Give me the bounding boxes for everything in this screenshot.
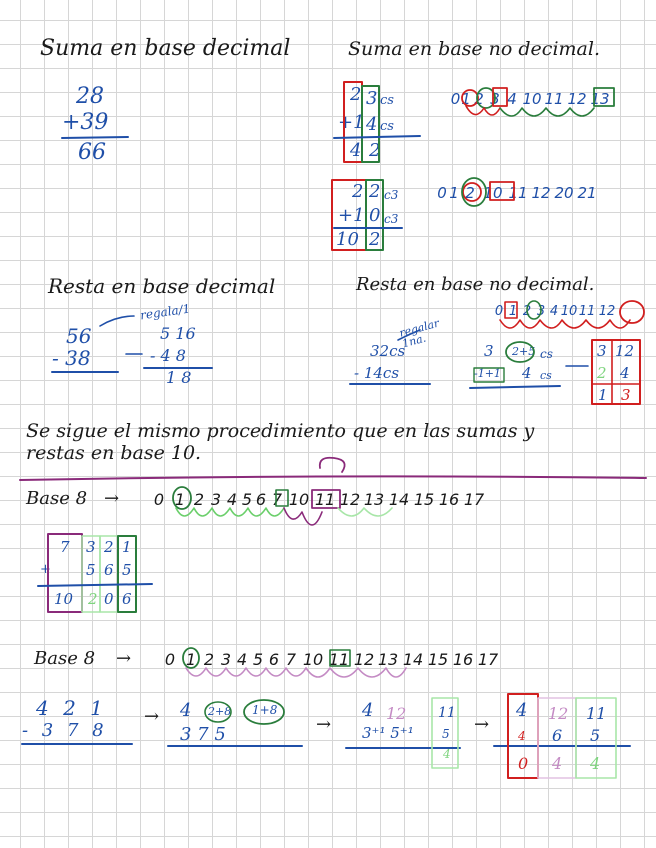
seq-item: 2 <box>203 650 215 669</box>
seq-item: 5 <box>241 490 253 509</box>
seq-item: 20 <box>554 184 574 202</box>
seq-item: 1 <box>174 490 186 509</box>
b8sub-step4-res: 0 <box>518 754 529 773</box>
b8sub-step3-res: 4 <box>443 747 451 761</box>
b8sum-result: 10 <box>54 590 74 608</box>
seq-item: 21 <box>577 184 597 202</box>
b8sub-step3-top-right: 11 <box>438 705 456 721</box>
b8sum-result: 2 <box>88 590 98 608</box>
b8sub-step2-bottom: 3 7 5 <box>180 724 226 745</box>
seq-item: 11 <box>314 490 336 509</box>
seq-item: 13 <box>590 90 610 108</box>
title-sum-decimal: Suma en base decimal <box>40 36 291 61</box>
op1-row2-unit: cs <box>380 119 394 134</box>
seq-item: 6 <box>255 490 267 509</box>
b8sub-step3-bottom-right: 5 <box>442 727 450 741</box>
seq-item: 1 <box>449 184 459 202</box>
base8-sequence-1 <box>148 490 486 509</box>
b8sub-step3-top: 4 <box>362 700 374 721</box>
seq-item: 7 <box>285 650 297 669</box>
b8sum-bottom: 6 <box>104 561 114 579</box>
arrow-1: → <box>104 488 120 509</box>
seq-item: 13 <box>377 650 399 669</box>
op1-sequence <box>450 90 611 108</box>
b8sub-step4-mid: 6 <box>552 726 563 745</box>
op1-row2-digit: +1 <box>338 112 365 133</box>
seq-item: 4 <box>549 304 559 319</box>
seq-item: 16 <box>452 650 474 669</box>
op2-row1-unit: c3 <box>384 188 399 202</box>
seq-item: 2 <box>474 90 484 108</box>
seq-item: 1 <box>461 90 471 108</box>
title-sub-nondecimal: Resta en base no decimal. <box>356 274 595 295</box>
seq-item: 15 <box>427 650 449 669</box>
seq-item: 10 <box>560 304 578 319</box>
grid-cell: 3 <box>597 342 607 360</box>
sum-decimal-result: 66 <box>78 140 106 165</box>
sub-nd-b2-left: -1+1 <box>474 367 501 380</box>
b8sub-step3-top-mid: 12 <box>386 704 407 723</box>
seq-item: 2 <box>193 490 205 509</box>
seq-item: 3 <box>210 490 222 509</box>
sum-decimal-b: +39 <box>62 110 109 135</box>
seq-item: 11 <box>328 650 350 669</box>
b8sum-top: 1 <box>122 538 132 556</box>
grid-cell: 2 <box>597 364 607 382</box>
op2-row2-digit: +1 <box>338 205 365 226</box>
sum-decimal-a: 28 <box>76 84 104 109</box>
op1-res-right: 2 <box>369 140 381 161</box>
op1-row2-box: 4 <box>366 114 378 135</box>
b8sum-top: 3 <box>86 538 96 556</box>
b8sum-top: 2 <box>104 538 114 556</box>
conclusion-line1: Se sigue el mismo procedimiento que en las sumas y <box>26 420 535 442</box>
seq-item: 14 <box>402 650 424 669</box>
op2-sequence <box>436 184 598 202</box>
seq-item: 0 <box>494 304 504 319</box>
b8sum-result: 0 <box>104 590 114 608</box>
seq-item: 3 <box>490 90 500 108</box>
sub-nd-a2-circle: 2+5 <box>512 345 536 358</box>
conclusion-line2: restas en base 10. <box>26 442 202 464</box>
b8sub-step2-top-left: 4 <box>180 700 192 721</box>
sub-decimal-note: regala/1 <box>139 301 192 323</box>
seq-item: 13 <box>363 490 385 509</box>
seq-item: 10 <box>302 650 324 669</box>
seq-item: 5 <box>252 650 264 669</box>
op2-row1-digit: 2 <box>352 181 364 202</box>
seq-item: 4 <box>236 650 248 669</box>
sub-nd-b: - 14cs <box>354 364 400 382</box>
op2-res-left: 10 <box>336 229 359 250</box>
b8sub-step4-mid: 5 <box>590 726 601 745</box>
b8sub-step1-top: 4 2 1 <box>36 696 107 720</box>
seq-item: 1 <box>185 650 197 669</box>
seq-item: 14 <box>388 490 410 509</box>
sub-nd-sequence <box>492 304 618 319</box>
seq-item: 12 <box>567 90 587 108</box>
base8-sequence-2 <box>158 650 500 669</box>
seq-item: 10 <box>522 90 542 108</box>
grid-cell: 3 <box>621 386 631 404</box>
op2-row1-box: 2 <box>369 181 381 202</box>
seq-item: 0 <box>437 184 447 202</box>
seq-item: 0 <box>450 90 461 108</box>
op1-row1-box: 3 <box>366 88 378 109</box>
b8sum-bottom: 5 <box>122 561 132 579</box>
b8sub-step2-c1: 2+8 <box>208 705 232 718</box>
seq-item: 11 <box>508 184 528 202</box>
seq-item: 12 <box>531 184 551 202</box>
b8sub-step4-top: 4 <box>516 700 528 721</box>
seq-item: 17 <box>477 650 499 669</box>
title-sub-decimal: Resta en base decimal <box>48 274 276 298</box>
seq-item: 1 <box>508 304 518 319</box>
seq-item: 7 <box>271 490 283 509</box>
sub-decimal-a: 56 <box>66 324 92 348</box>
sub-decimal-b: - 38 <box>52 346 91 370</box>
seq-item: 3 <box>536 304 546 319</box>
seq-item: 3 <box>220 650 232 669</box>
arrow-2: → <box>116 648 132 669</box>
seq-item: 10 <box>483 184 503 202</box>
seq-item: 10 <box>288 490 310 509</box>
op1-res-left: 4 <box>350 140 362 161</box>
b8sub-arrow-a: → <box>144 706 160 727</box>
b8sub-step3-bottom: 3⁺¹ 5⁺¹ <box>362 724 414 742</box>
b8sum-bottom: + <box>40 562 51 577</box>
base8-label-2: Base 8 <box>34 648 96 669</box>
sub-decimal-b2: - 4 8 <box>150 346 186 365</box>
seq-item: 4 <box>226 490 238 509</box>
seq-item: 0 <box>153 490 165 509</box>
seq-item: 12 <box>598 304 616 319</box>
sub-nd-b2-unit: cs <box>540 369 552 382</box>
b8sub-step1-bottom: - 3 7 8 <box>22 720 108 741</box>
b8sub-step4-mid: 4 <box>518 729 526 743</box>
seq-item: 2 <box>465 184 475 202</box>
op2-res-right: 2 <box>369 229 381 250</box>
b8sub-arrow-b: → <box>316 714 332 735</box>
b8sum-result: 6 <box>122 590 132 608</box>
seq-item: 15 <box>413 490 435 509</box>
title-sum-nondecimal: Suma en base no decimal. <box>348 38 600 60</box>
sub-nd-a2-unit: cs <box>540 347 553 361</box>
seq-item: 2 <box>522 304 532 319</box>
op1-row1-digit: 2 <box>350 84 362 105</box>
sub-decimal-a2: 5 16 <box>160 324 196 343</box>
sub-nd-a: 32cs <box>370 342 406 360</box>
b8sub-step2-c2: 1+8 <box>252 703 278 717</box>
b8sum-bottom: 5 <box>86 561 96 579</box>
seq-item: 4 <box>507 90 517 108</box>
seq-item: 12 <box>339 490 361 509</box>
seq-item: 6 <box>268 650 280 669</box>
op2-row2-unit: c3 <box>384 212 399 226</box>
grid-cell: 4 <box>620 364 630 382</box>
sub-nd-a2-left: 3 <box>484 342 494 360</box>
base8-label-1: Base 8 <box>26 488 88 509</box>
seq-item: 17 <box>463 490 485 509</box>
b8sub-step4-top: 12 <box>548 704 569 723</box>
grid-cell: 1 <box>598 386 608 404</box>
seq-item: 0 <box>164 650 176 669</box>
grid-cell: 12 <box>615 342 635 360</box>
seq-item: 11 <box>578 304 596 319</box>
seq-item: 11 <box>544 90 564 108</box>
sub-nd-note: regalar 1na. <box>397 316 441 351</box>
seq-item: 12 <box>353 650 375 669</box>
op2-row2-box: 0 <box>369 205 381 226</box>
b8sub-step4-top: 11 <box>586 704 607 723</box>
op1-row1-unit: cs <box>380 93 394 108</box>
sub-decimal-result: 1 8 <box>166 368 192 387</box>
seq-item: 16 <box>438 490 460 509</box>
b8sub-arrow-c: → <box>474 714 490 735</box>
b8sum-top: 7 <box>60 538 70 556</box>
b8sub-step4-res: 4 <box>552 754 563 773</box>
sub-nd-b2-right: 4 <box>522 364 532 382</box>
b8sub-step4-res: 4 <box>590 754 601 773</box>
